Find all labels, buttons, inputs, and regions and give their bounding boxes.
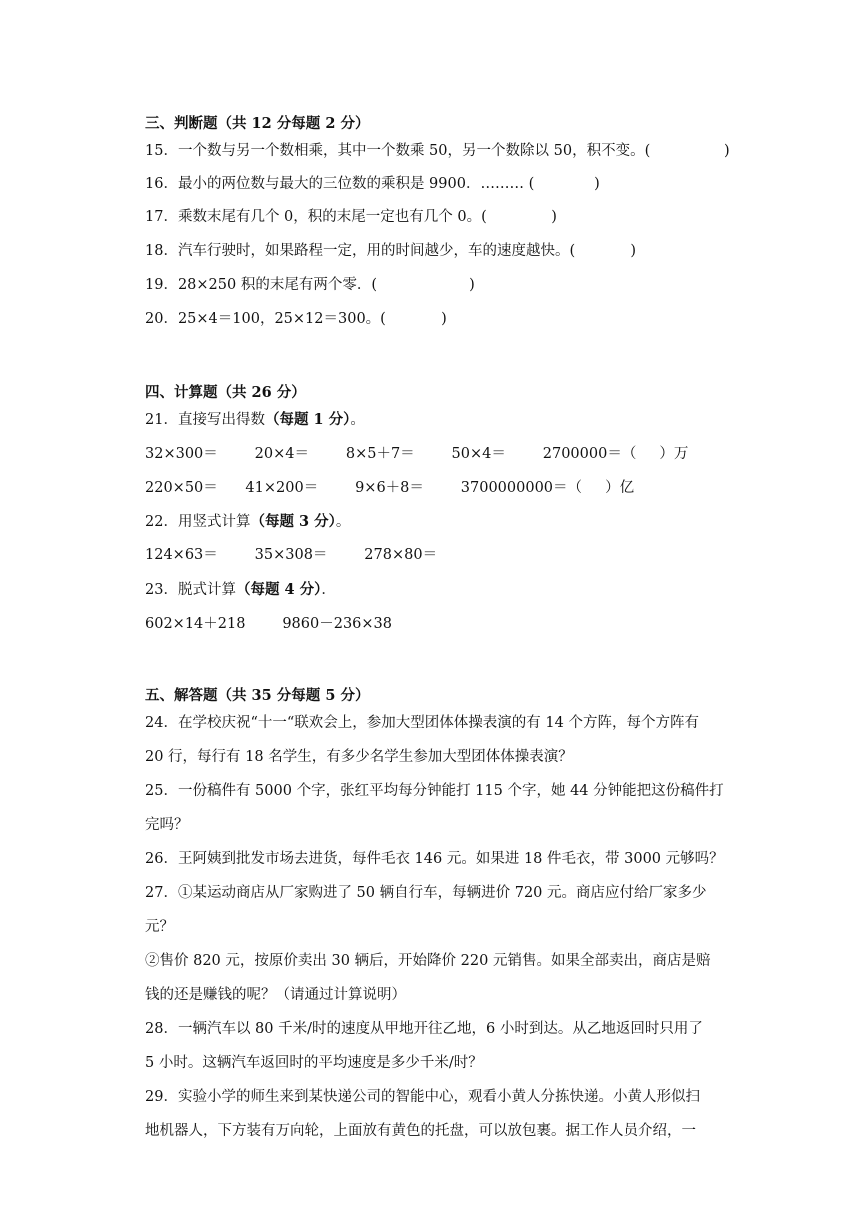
section-5-heading: 五、解答题（共 35 分每题 5 分）: [145, 687, 370, 704]
section-4-heading: 四、计算题（共 26 分）: [145, 384, 306, 401]
answer-line-10: 28．一辆汽车以 80 千米/时的速度从甲地开往乙地，6 小时到达。从乙地返回时只用了: [145, 1021, 703, 1037]
question-22: [145, 512, 350, 532]
question-22-tail: 。: [335, 514, 351, 530]
answer-line-4: 完吗？: [145, 817, 189, 833]
question-21-row-1: 32×300＝ 20×4＝ 8×5＋7＝ 50×4＝ 2700000＝（ ）万: [145, 446, 689, 462]
question-23-row: 602×14＋218 9860－236×38: [145, 616, 393, 632]
question-22-text: 22．用竖式计算: [145, 514, 251, 530]
answer-line-1: 24．在学校庆祝“十一“联欢会上，参加大型团体体操表演的有 14 个方阵，每个方阵有: [145, 715, 699, 731]
question-19: 19．28×250 积的末尾有两个零．( ): [145, 277, 475, 293]
answer-line-2: 20 行，每行有 18 名学生，有多少名学生参加大型团体体操表演？: [145, 749, 573, 765]
answer-line-5: 26．王阿姨到批发市场去进货，每件毛衣 146 元。如果进 18 件毛衣，带 3000 元够吗？: [145, 851, 724, 867]
question-16: 16．最小的两位数与最大的三位数的乘积是 9900．……… ( ): [145, 176, 600, 192]
question-21: [145, 410, 365, 430]
question-17: 17．乘数末尾有几个 0，积的末尾一定也有几个 0。( ): [145, 209, 557, 225]
answer-line-8: ②售价 820 元，按原价卖出 30 辆后，开始降价 220 元销售。如果全部卖出，商店是赔: [145, 953, 711, 969]
question-23-tail: ．: [321, 582, 336, 598]
answer-line-3: 25．一份稿件有 5000 个字，张红平均每分钟能打 115 个字，她 44 分钟能把这份稿件打: [145, 783, 724, 799]
question-21-text: 21．直接写出得数: [145, 412, 265, 428]
answer-line-7: 元？: [145, 919, 174, 935]
question-18: 18．汽车行驶时，如果路程一定，用的时间越少，车的速度越快。( ): [145, 243, 637, 259]
answer-line-13: 地机器人，下方装有万向轮，上面放有黄色的托盘，可以放包裹。据工作人员介绍，一: [145, 1123, 696, 1139]
question-21-points: （每题 1 分）: [264, 411, 351, 428]
question-22-points: （每题 3 分）: [250, 513, 336, 530]
answer-line-9: 钱的还是赚钱的呢？（请通过计算说明）: [145, 987, 406, 1003]
answer-line-11: 5 小时。这辆汽车返回时的平均速度是多少千米/时？: [145, 1055, 483, 1071]
question-23: [145, 580, 336, 600]
section-3-heading: 三、判断题（共 12 分每题 2 分）: [145, 115, 370, 132]
answer-line-6: 27．①某运动商店从厂家购进了 50 辆自行车，每辆进价 720 元。商店应付给厂家多少: [145, 885, 707, 901]
question-20: 20．25×4＝100，25×12＝300。( ): [145, 311, 447, 327]
question-21-tail: 。: [350, 412, 365, 428]
question-23-points: （每题 4 分）: [235, 581, 322, 598]
question-15: 15．一个数与另一个数相乘，其中一个数乘 50，另一个数除以 50，积不变。( ): [145, 143, 730, 159]
question-22-row: 124×63＝ 35×308＝ 278×80＝: [145, 547, 438, 563]
question-21-row-2: 220×50＝ 41×200＝ 9×6＋8＝ 3700000000＝（ ）亿: [145, 480, 635, 496]
answer-line-12: 29．实验小学的师生来到某快递公司的智能中心，观看小黄人分拣快递。小黄人形似扫: [145, 1089, 700, 1105]
question-23-text: 23．脱式计算: [145, 582, 236, 598]
